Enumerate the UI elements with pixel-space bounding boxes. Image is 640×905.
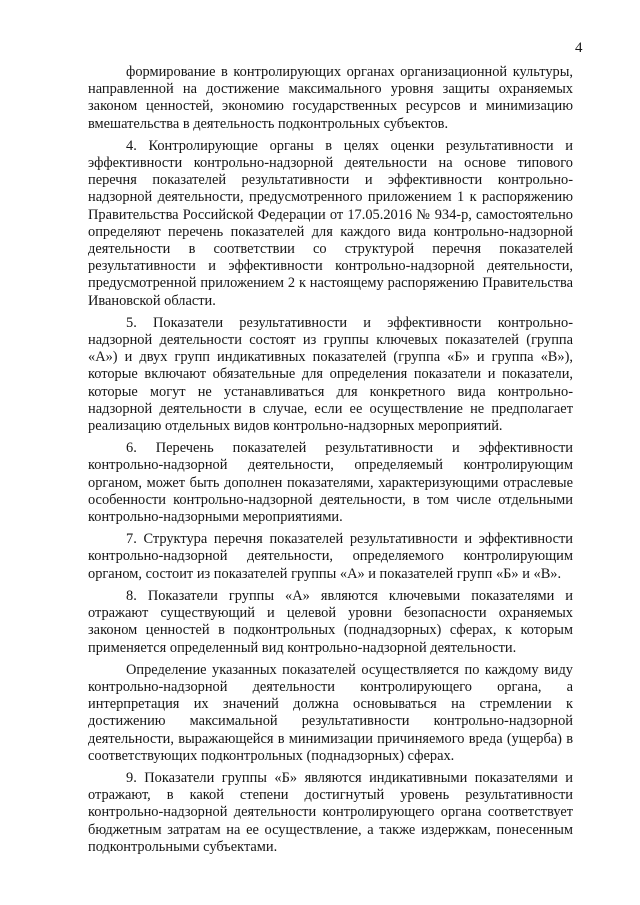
- paragraph-item-8-interpretation: Определение указанных показателей осуществляется по каждому виду контрольно-надзорной деятельности контролирующего органа, а интерпретация их значений должна основываться на стремлении к достижению максимальной результативности контрольно-надзорной деятельности, выражающейся в минимизации причиняемого вреда (ущерба) в соответствующих подконтрольных (поднадзорных) сферах.: [88, 661, 573, 764]
- paragraph-continuation: формирование в контролирующих органах организационной культуры, направленной на достижение максимального уровня защиты охраняемых законом ценностей, экономию государственных ресурсов и минимизацию вмешательства в деятельность подконтрольных субъектов.: [88, 64, 573, 132]
- document-body: [88, 64, 573, 861]
- paragraph-item-6: 6. Перечень показателей результативности и эффективности контрольно-надзорной деятельности, определяемый контролирующим органом, может быть дополнен показателями, характеризующими отраслевые особенности контрольно-надзорной деятельности, в том числе отдельными контрольно-надзорными мероприятиями.: [88, 440, 573, 526]
- paragraph-item-7: 7. Структура перечня показателей результативности и эффективности контрольно-надзорной деятельности, определяемого контролирующим органом, состоит из показателей группы «А» и показателей групп «Б» и «В».: [88, 531, 573, 582]
- paragraph-item-8: 8. Показатели группы «А» являются ключевыми показателями и отражают существующий и целевой уровни безопасности охраняемых законом ценностей в подконтрольных (поднадзорных) сферах, к которым применяется определенный вид контрольно-надзорной деятельности.: [88, 587, 573, 656]
- paragraph-item-4: 4. Контролирующие органы в целях оценки результативности и эффективности контрольно-надзорной деятельности на основе типового перечня показателей результативности и эффективности контрольно-надзорной деятельности, предусмотренного приложением 1 к распоряжению Правительства Российской Федерации от 17.05.2016 № 934-р, самостоятельно определяют перечень показателей для каждого вида контрольно-надзорной деятельности в соответствии со структурой перечня показателей результативности и эффективности контрольно-надзорной деятельности, предусмотренной приложением 2 к настоящему распоряжению Правительства Ивановской области.: [88, 137, 573, 309]
- paragraph-item-5: 5. Показатели результативности и эффективности контрольно-надзорной деятельности состоят из группы ключевых показателей (группа «А») и двух групп индикативных показателей (группа «Б» и группа «В»), которые включают обязательные для определения показатели и показатели, которые могут не устанавливаться для конкретного вида контрольно-надзорной деятельности в случае, если ее осуществление не предполагает реализацию отдельных видов контрольно-надзорных мероприятий.: [88, 314, 573, 435]
- page-number: 4: [575, 40, 583, 56]
- paragraph-item-9: 9. Показатели группы «Б» являются индикативными показателями и отражают, в какой степени достигнутый уровень результативности контрольно-надзорной деятельности контролирующего органа соответствует бюджетным затратам на ее осуществление, а также издержкам, понесенным подконтрольными субъектами.: [88, 769, 573, 855]
